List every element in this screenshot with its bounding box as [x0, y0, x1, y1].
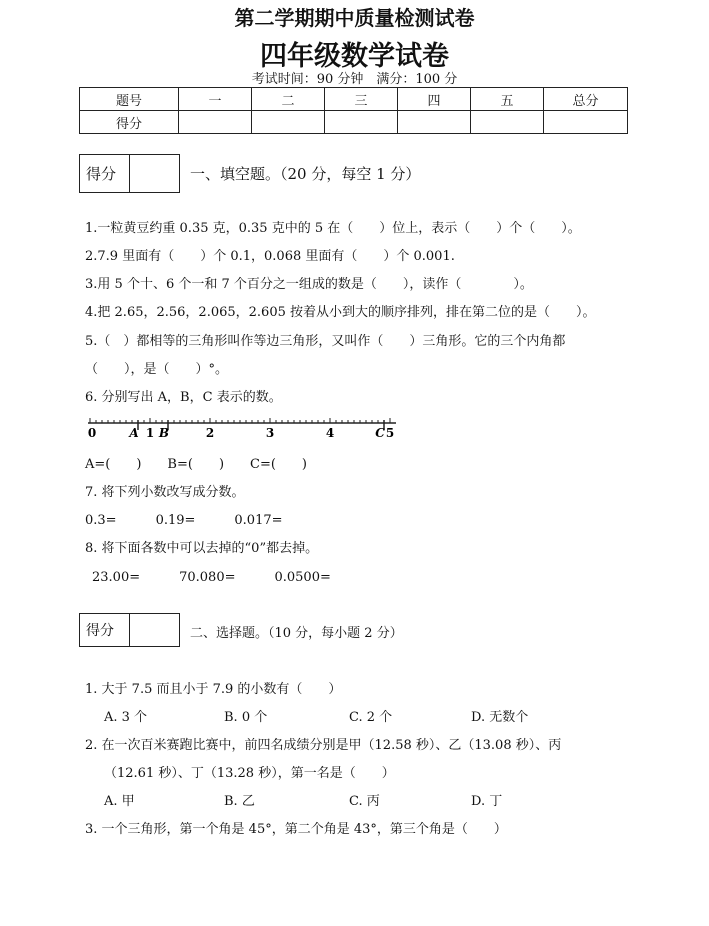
score-table-header-row [80, 88, 628, 111]
score-row-label: 得分 [80, 111, 179, 134]
s1-question-6-answers: A=( ) B=( ) C=( ) [85, 457, 307, 472]
score-cell[interactable] [544, 111, 628, 134]
section1-score-box [79, 154, 180, 193]
s1-question-1: 1.一粒黄豆约重 0.35 克，0.35 克中的 5 在（ ）位上，表示（ ）个（ ）。 [85, 221, 581, 236]
number-line [80, 410, 410, 446]
score-table-header-cell: 四 [398, 88, 471, 111]
score-table-score-row [80, 111, 628, 134]
exam-info: 考试时间：90 分钟 满分：100 分 [251, 72, 458, 87]
score-table-header-cell: 总分 [544, 88, 628, 111]
s1-question-8: 8. 将下面各数中可以去掉的“0”都去掉。 [85, 541, 319, 556]
score-cell[interactable] [471, 111, 544, 134]
section1-heading: 一、填空题。（20 分，每空 1 分） [190, 165, 421, 183]
tick-label: 3 [265, 426, 275, 440]
s2-question-2-line1: 2. 在一次百米赛跑比赛中，前四名成绩分别是甲（12.58 秒）、乙（13.08 秒）、丙 [85, 738, 562, 753]
s2-q2-option-a: A. 甲 [104, 794, 135, 809]
s2-q1-option-a: A. 3 个 [104, 710, 148, 725]
score-cell[interactable] [325, 111, 398, 134]
section1-score-field[interactable] [130, 155, 179, 192]
score-table-header-cell: 二 [252, 88, 325, 111]
section2-heading: 二、选择题。（10 分，每小题 2 分） [190, 626, 403, 641]
score-table-header-cell: 三 [325, 88, 398, 111]
s2-question-2-line2: （12.61 秒）、丁（13.28 秒），第一名是（ ） [104, 766, 395, 781]
score-table-header-cell: 一 [179, 88, 252, 111]
s1-question-8-items: 23.00= 70.080= 0.0500= [92, 570, 331, 585]
s2-q1-option-b: B. 0 个 [224, 710, 268, 725]
section1-score-label: 得分 [80, 155, 130, 192]
s2-question-1: 1. 大于 7.5 而且小于 7.9 的小数有（ ） [85, 682, 342, 697]
s2-q2-option-c: C. 丙 [349, 794, 380, 809]
tick-label: 1 [145, 426, 155, 440]
s1-question-5-line1: 5.（ ）都相等的三角形叫作等边三角形，又叫作（ ）三角形。它的三个内角都 [85, 334, 566, 349]
point-label: A [129, 426, 139, 440]
score-cell[interactable] [179, 111, 252, 134]
score-table [79, 87, 628, 134]
tick-label: 2 [205, 426, 215, 440]
s2-q2-option-b: B. 乙 [224, 794, 255, 809]
exam-title: 第二学期期中质量检测试卷 [234, 6, 475, 30]
s2-q1-option-c: C. 2 个 [349, 710, 393, 725]
section2-score-field[interactable] [130, 614, 179, 646]
tick-label: 4 [325, 426, 335, 440]
section2-score-box [79, 613, 180, 647]
section2-score-label: 得分 [80, 614, 130, 646]
score-table-header-cell: 题号 [80, 88, 179, 111]
point-label: B [158, 426, 170, 440]
s2-q1-option-d: D. 无数个 [471, 710, 529, 725]
tick-label: 0 [87, 426, 97, 440]
s1-question-7-items: 0.3= 0.19= 0.017= [85, 513, 283, 528]
s2-question-3: 3. 一个三角形，第一个角是 45°，第二个角是 43°，第三个角是（ ） [85, 822, 507, 837]
score-cell[interactable] [252, 111, 325, 134]
s1-question-5-line2: （ ），是（ ）°。 [85, 362, 229, 377]
tick-label: 5 [385, 426, 395, 440]
s1-question-4: 4.把 2.65，2.56，2.065，2.605 按着从小到大的顺序排列，排在第二位的是（ ）。 [85, 305, 596, 320]
score-table-header-cell: 五 [471, 88, 544, 111]
s1-question-6: 6. 分别写出 A，B，C 表示的数。 [85, 390, 282, 405]
score-cell[interactable] [398, 111, 471, 134]
paper-title: 四年级数学试卷 [260, 41, 449, 72]
s1-question-3: 3.用 5 个十、6 个一和 7 个百分之一组成的数是（ ），读作（ ）。 [85, 277, 533, 292]
s2-q2-option-d: D. 丁 [471, 794, 503, 809]
s1-question-2: 2.7.9 里面有（ ）个 0.1，0.068 里面有（ ）个 0.001. [85, 249, 455, 264]
point-label: C [375, 426, 385, 440]
s1-question-7: 7. 将下列小数改写成分数。 [85, 485, 245, 500]
